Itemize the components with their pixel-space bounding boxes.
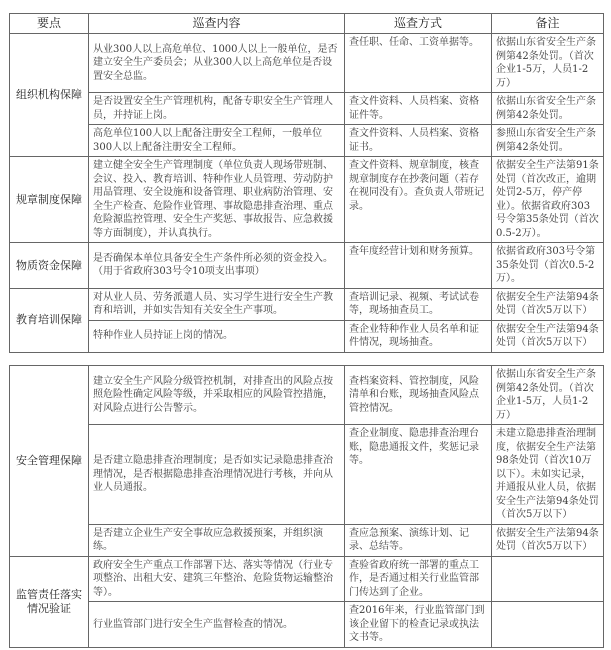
content-cell: 建立安全生产风险分级管控机制，对排查出的风险点按照危险性确定风险等级，并采取相应的风险管控措施，对风险点进行公告警示。 <box>89 366 345 425</box>
method-cell: 查验省政府统一部署的重点工作，是否通过相关行业监管部门传达到了企业。 <box>345 556 492 602</box>
note-cell: 参照山东省安全生产条例第42条处罚。 <box>492 125 604 157</box>
key-point-cell: 安全管理保障 <box>10 366 89 557</box>
method-cell: 查文件资料、规章制度，核查规章制度存在抄袭问题（若存在视同没有）。查负责人带班记录。 <box>345 157 492 243</box>
note-cell: 依据山东省安全生产条例第42条处罚。（首次企业1-5万，人员1-2万） <box>492 366 604 425</box>
content-cell: 是否设置安全生产管理机构，配备专职安全生产管理人员，并持证上岗。 <box>89 93 345 125</box>
method-cell: 查年度经营计划和财务预算。 <box>345 243 492 289</box>
header-method: 巡查方式 <box>345 14 492 34</box>
method-cell: 查应急预案、演练计划、记录、总结等。 <box>345 524 492 556</box>
note-cell <box>492 556 604 602</box>
table-row <box>10 556 604 602</box>
table-row <box>10 157 604 243</box>
method-cell: 查文件资料、人员档案、资格证件等。 <box>345 93 492 125</box>
header-row <box>10 14 604 34</box>
key-point-cell: 组织机构保障 <box>10 34 89 157</box>
method-cell: 查文件资料、人员档案、资格证书。 <box>345 125 492 157</box>
content-cell: 是否建立隐患排查治理制度；是否如实记录隐患排查治理情况，是否根据隐患排查治理情况进行考核，并向从业人员通报。 <box>89 425 345 525</box>
content-cell: 特种作业人员持证上岗的情况。 <box>89 320 345 352</box>
key-point-cell: 规章制度保障 <box>10 157 89 243</box>
method-cell: 查企业特种作业人员名单和证件情况，现场抽查。 <box>345 320 492 352</box>
table-row <box>10 93 604 125</box>
inspection-table-part-2 <box>9 365 604 648</box>
key-point-cell: 教育培训保障 <box>10 288 89 352</box>
table-row <box>10 602 604 648</box>
table-row <box>10 320 604 352</box>
table-row <box>10 288 604 320</box>
method-cell: 查企业制度、隐患排查治理台账，隐患通报文件，奖惩记录等。 <box>345 425 492 525</box>
table-row <box>10 524 604 556</box>
note-cell: 依据省政府303号令第35条处罚（首次0.5-2万）。 <box>492 243 604 289</box>
content-cell: 是否建立企业生产安全事故应急救援预案，并组织演练。 <box>89 524 345 556</box>
note-cell: 依据山东省安全生产条例第42条处罚。 <box>492 93 604 125</box>
note-cell: 依据安全生产法第94条处罚（首次5万以下） <box>492 524 604 556</box>
note-cell: 依据山东省安全生产条例第42条处罚。（首次企业1-5万，人员1-2万） <box>492 34 604 93</box>
note-cell: 依据安全生产法第91条处罚（首次改正，逾期处罚2-5万，停产停业）。依据省政府303号令第35条处罚（首次0.5-2万）。 <box>492 157 604 243</box>
note-cell <box>492 602 604 648</box>
header-content: 巡查内容 <box>89 14 345 34</box>
content-cell: 高危单位100人以上配备注册安全工程师，一般单位300人以上配备注册安全工程师。 <box>89 125 345 157</box>
method-cell: 查档案资料、管控制度，风险清单和台账，现场抽查风险点管控情况。 <box>345 366 492 425</box>
inspection-table-part-1 <box>9 13 604 353</box>
method-cell: 查2016年来，行业监管部门到该企业留下的检查记录或执法文书等。 <box>345 602 492 648</box>
key-point-cell: 物质资金保障 <box>10 243 89 289</box>
header-note: 备注 <box>492 14 604 34</box>
table-row <box>10 425 604 525</box>
method-cell: 查任职、任命、工资单据等。 <box>345 34 492 93</box>
note-cell: 依据安全生产法第94条处罚（首次5万以下） <box>492 320 604 352</box>
table-row <box>10 34 604 93</box>
content-cell: 行业监管部门进行安全生产监督检查的情况。 <box>89 602 345 648</box>
header-key-point: 要点 <box>10 14 89 34</box>
key-point-cell: 监管责任落实情况验证 <box>10 556 89 647</box>
method-cell: 查培训记录、视频、考试试卷等，现场抽查员工。 <box>345 288 492 320</box>
content-cell: 对从业人员、劳务派遣人员、实习学生进行安全生产教育和培训，并如实告知有关安全生产事项。 <box>89 288 345 320</box>
content-cell: 是否确保本单位具备安全生产条件所必须的资金投入。（用于省政府303号令10项支出事项） <box>89 243 345 289</box>
table-row <box>10 243 604 289</box>
content-cell: 从业300人以上高危单位、1000人以上一般单位，是否建立安全生产委员会；从业300人以上高危单位是否设置安全总监。 <box>89 34 345 93</box>
note-cell: 依据安全生产法第94条处罚（首次5万以下） <box>492 288 604 320</box>
table-row <box>10 366 604 425</box>
note-cell: 未建立隐患排查治理制度，依据安全生产法第98条处罚（首次10万以下）。未如实记录，并通报从业人员，依据安全生产法第94条处罚（首次5万以下） <box>492 425 604 525</box>
table-row <box>10 125 604 157</box>
content-cell: 建立健全安全生产管理制度（单位负责人现场带班制、会议、投入、教育培训、特种作业人员管理、劳动防护用品管理、安全设施和设备管理、职业病防治管理、安全生产检查、危险作业管理、事故隐患排查治理、重点危险源监控管理、安全生产奖惩、事故报告、应急救援等方面制度），并认真执行。 <box>89 157 345 243</box>
content-cell: 政府安全生产重点工作部署下达、落实等情况（行业专项整治、出租大安、建筑三年整治、危险货物运输整治等）。 <box>89 556 345 602</box>
